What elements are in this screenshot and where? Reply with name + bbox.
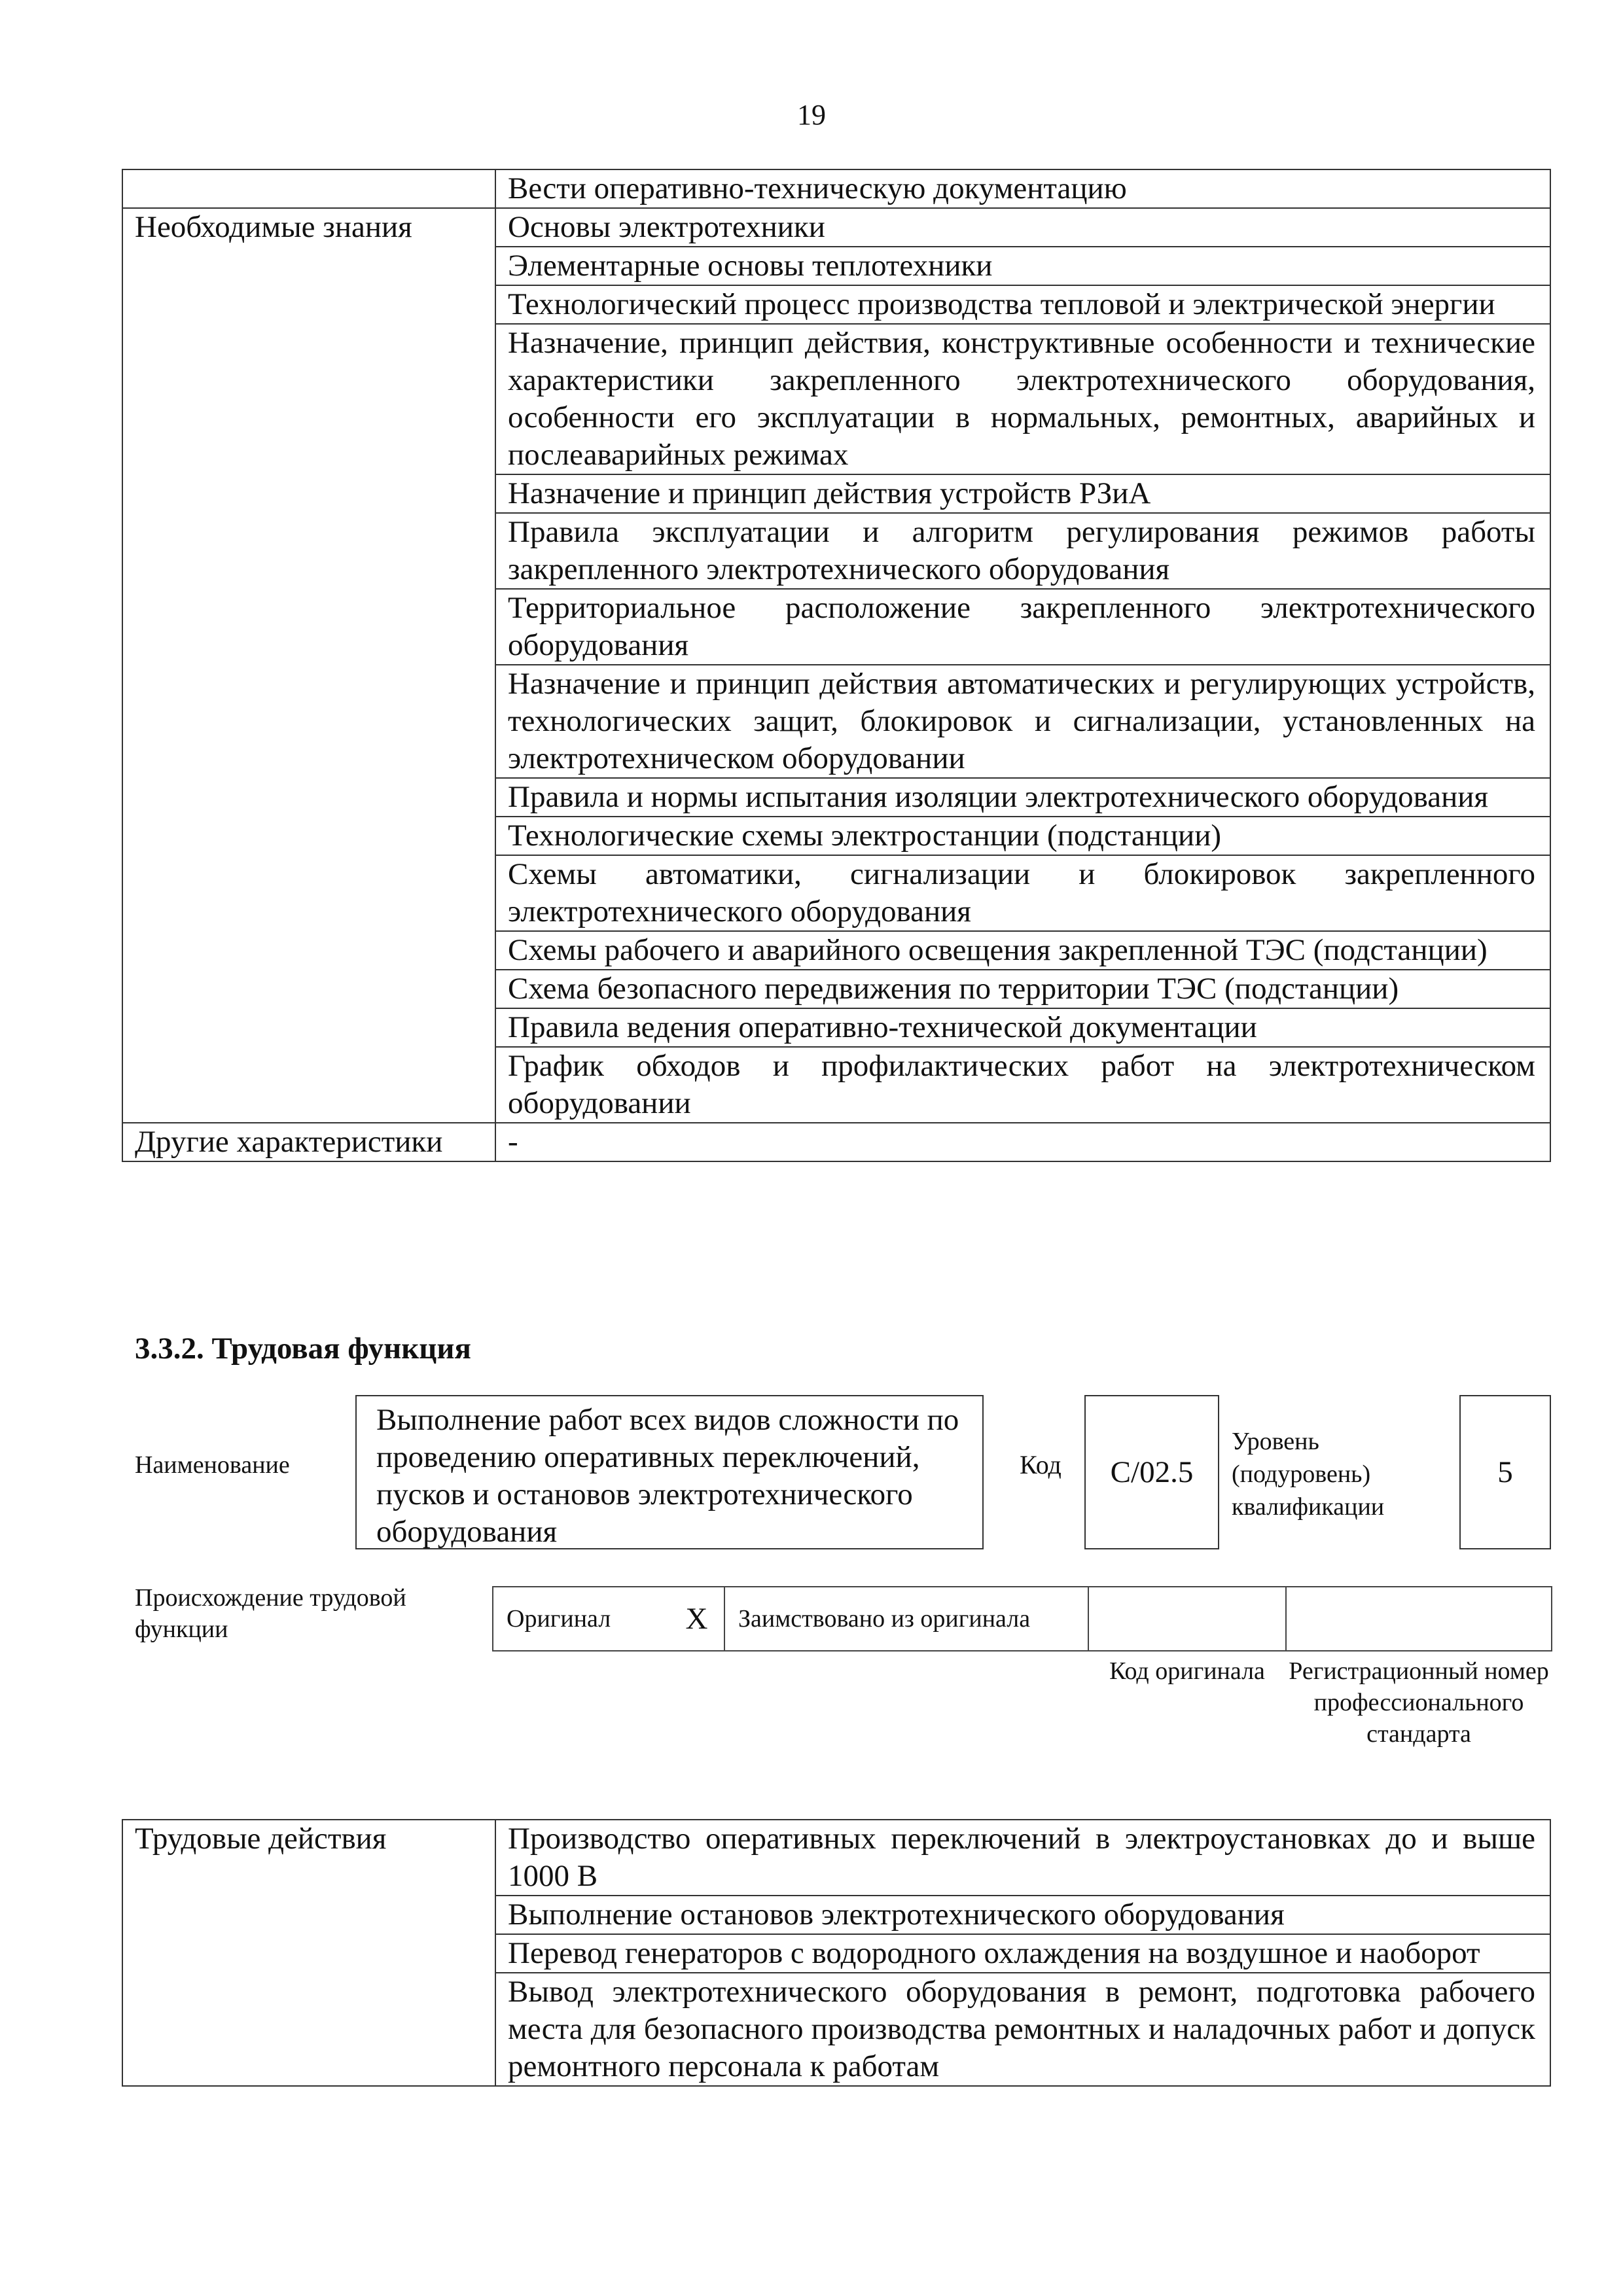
knowledge-item: Технологический процесс производства тепловой и электрической энергии [495,285,1550,324]
borrowed-label: Заимствовано из оригинала [724,1587,1088,1651]
level-value-box: 5 [1459,1395,1551,1549]
knowledge-table-body [122,169,1550,1161]
actions-label: Трудовые действия [122,1820,495,2086]
knowledge-item: Технологические схемы электростанции (подстанции) [495,817,1550,855]
table-cell-value: Вести оперативно-техническую документацию [495,169,1550,208]
table-row [122,169,1550,208]
table-row [493,1587,1552,1651]
action-item: Перевод генераторов с водородного охлаждения на воздушное и наоборот [495,1934,1550,1973]
knowledge-item: Правила ведения оперативно-технической документации [495,1008,1550,1047]
code-label: Код [1020,1450,1061,1479]
level-label: Уровень (подуровень) квалификации [1232,1428,1385,1521]
knowledge-item: Назначение и принцип действия устройств РЗиА [495,474,1550,513]
knowledge-item: Схемы рабочего и аварийного освещения закрепленной ТЭС (подстанции) [495,931,1550,970]
reg-number-cell [1286,1587,1552,1651]
knowledge-item: Схема безопасного передвижения по территории ТЭС (подстанции) [495,970,1550,1008]
action-item: Производство оперативных переключений в электроустановках до и выше 1000 В [495,1820,1550,1896]
knowledge-item: Правила и нормы испытания изоляции электротехнического оборудования [495,778,1550,817]
knowledge-item: Элементарные основы теплотехники [495,247,1550,285]
origin-table [492,1586,1552,1651]
empty-label-cell [122,169,495,208]
actions-table [122,1819,1551,2087]
name-label: Наименование [135,1451,290,1479]
other-characteristics-value: - [495,1123,1550,1161]
table-row [122,1123,1550,1161]
other-characteristics-label: Другие характеристики [122,1123,495,1161]
action-item: Вывод электротехнического оборудования в ремонт, подготовка рабочего места для безопасного производства ремонтных и наладочных работ и допуск ремонтного персонала к работам [495,1973,1550,2086]
knowledge-item: Назначение, принцип действия, конструктивные особенности и технические характеристики закрепленного электротехнического оборудования, особенности его эксплуатации в нормальных, ремонтных, аварийных и послеаварийных режимах [495,324,1550,474]
actions-table-body [122,1820,1550,2086]
function-name-box: Выполнение работ всех видов сложности по проведению оперативных переключений, пусков и остановов электротехнического оборудования [355,1395,984,1549]
table-row [122,1820,1550,1896]
knowledge-table [122,169,1551,1162]
section-heading: 3.3.2. Трудовая функция [135,1332,471,1366]
knowledge-label: Необходимые знания [122,208,495,1123]
knowledge-item: График обходов и профилактических работ на электротехническом оборудовании [495,1047,1550,1123]
knowledge-item: Схемы автоматики, сигнализации и блокировок закрепленного электротехнического оборудования [495,855,1550,931]
action-item: Выполнение остановов электротехнического оборудования [495,1896,1550,1934]
knowledge-item: Правила эксплуатации и алгоритм регулирования режимов работы закрепленного электротехнического оборудования [495,513,1550,589]
original-label: Оригинал [493,1587,669,1651]
knowledge-item: Территориальное расположение закрепленного электротехнического оборудования [495,589,1550,665]
table-row [122,208,1550,247]
knowledge-item: Основы электротехники [495,208,1550,247]
page-number: 19 [797,99,826,131]
code-value-box: C/02.5 [1084,1395,1219,1549]
reg-number-caption: Регистрационный номер профессионального стандарта [1289,1657,1549,1748]
origin-label: Происхождение трудовой функции [135,1584,406,1643]
knowledge-item: Назначение и принцип действия автоматических и регулирующих устройств, технологических защит, блокировок и сигнализации, установленных на электротехническом оборудовании [495,665,1550,778]
original-mark: X [669,1587,724,1651]
code-original-cell [1088,1587,1286,1651]
code-original-caption: Код оригинала [1109,1657,1265,1685]
